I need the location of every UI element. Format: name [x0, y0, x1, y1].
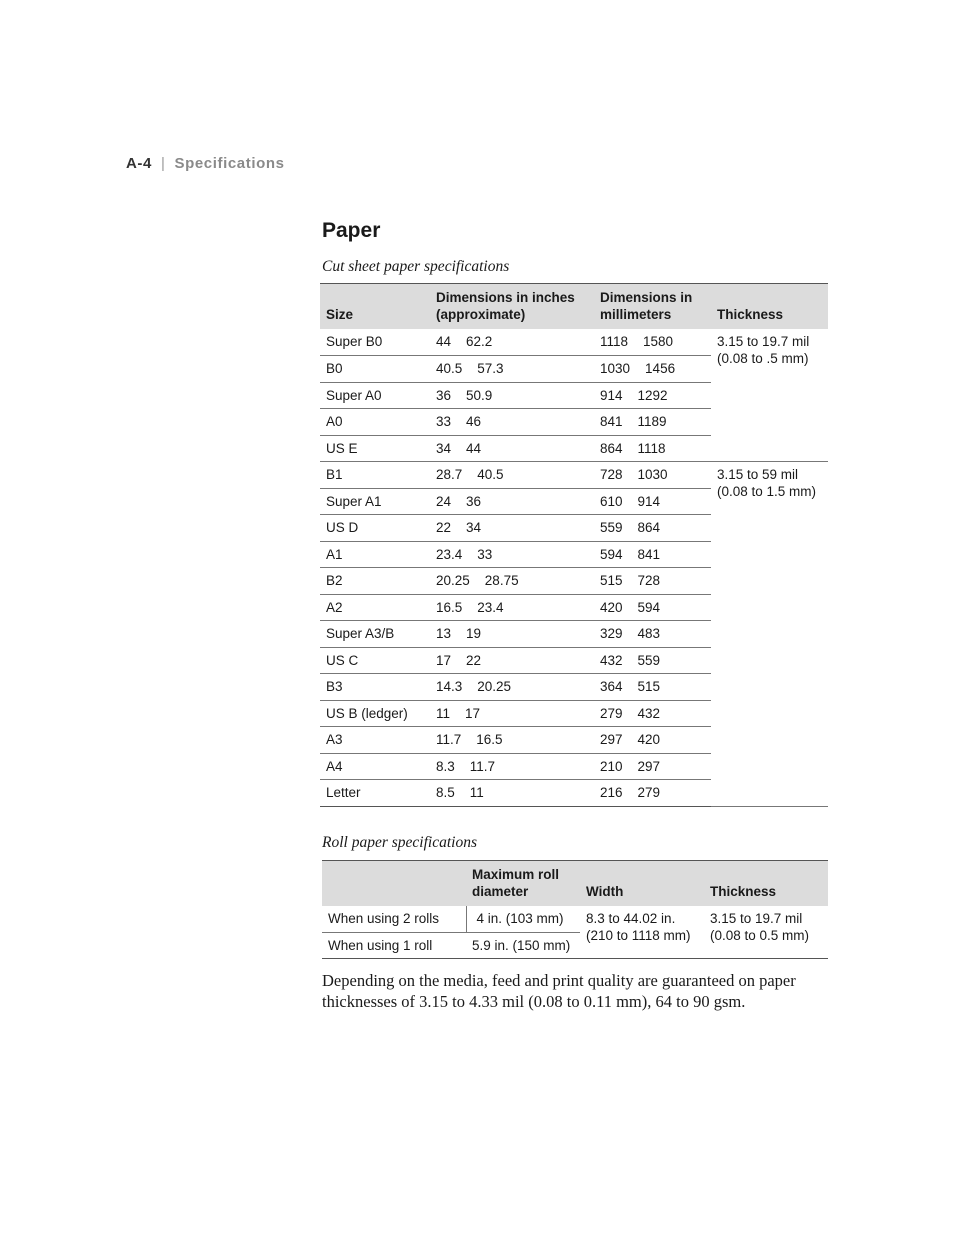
size-cell: A3 [320, 727, 430, 754]
mm-width: 297 [600, 732, 623, 747]
inches-width: 34 [436, 440, 452, 456]
size-cell: US B (ledger) [320, 700, 430, 727]
inches-height: 34 [466, 520, 482, 535]
mm-cell [594, 700, 711, 727]
inches-width: 8.5 [436, 785, 455, 800]
mm-height: 559 [637, 652, 661, 668]
inches-cell [430, 382, 594, 409]
inches-width: 33 [436, 414, 452, 429]
quality-note-paragraph: Depending on the media, feed and print quality are guaranteed on paper thicknesses of 3.15 to 4.33 mil (0.08 to 0.11 mm), 64 to 90 gsm. [322, 971, 796, 1011]
inches-height: 44 [466, 440, 482, 456]
inches-height: 50.9 [466, 387, 493, 403]
inches-cell [430, 409, 594, 436]
thickness-cell [711, 462, 828, 807]
inches-width: 22 [436, 520, 452, 535]
roll-width-line2: (210 to 1118 mm) [586, 928, 691, 943]
roll-header-thickness: Thickness [704, 861, 828, 907]
size-cell: Super A0 [320, 382, 430, 409]
size-cell: US C [320, 647, 430, 674]
mm-cell [594, 541, 711, 568]
mm-height: 1189 [637, 414, 667, 429]
inches-height: 23.4 [477, 599, 504, 615]
thickness-cell [711, 329, 828, 462]
running-header [126, 155, 285, 172]
mm-cell [594, 409, 711, 436]
mm-width: 728 [600, 467, 623, 482]
inches-cell [430, 488, 594, 515]
inches-width: 24 [436, 493, 452, 509]
inches-height: 19 [466, 626, 482, 641]
mm-width: 364 [600, 679, 623, 694]
inches-cell [430, 727, 594, 754]
inches-cell [430, 700, 594, 727]
mm-cell [594, 568, 711, 595]
header-separator: | [160, 155, 166, 172]
inches-width: 23.4 [436, 546, 463, 562]
roll-row-label: When using 2 rolls [322, 906, 466, 932]
thickness-line2: (0.08 to .5 mm) [717, 351, 809, 366]
inches-width: 44 [436, 334, 452, 349]
table-row [320, 329, 828, 356]
inches-width: 14.3 [436, 679, 463, 694]
page-title: Paper [322, 219, 381, 242]
size-cell: US E [320, 435, 430, 462]
mm-cell [594, 488, 711, 515]
roll-row-diameter: 5.9 in. (150 mm) [466, 932, 580, 958]
size-cell: B1 [320, 462, 430, 489]
inches-height: 28.75 [484, 573, 519, 588]
mm-height: 728 [637, 573, 661, 588]
mm-width: 1030 [600, 361, 631, 376]
mm-width: 1118 [600, 334, 629, 349]
mm-width: 610 [600, 493, 623, 509]
table-row [320, 462, 828, 489]
inches-height: 20.25 [477, 679, 512, 694]
mm-cell [594, 462, 711, 489]
mm-width: 864 [600, 440, 623, 456]
inches-height: 22 [466, 652, 482, 668]
inches-height: 36 [466, 493, 482, 509]
thickness-line2: (0.08 to 1.5 mm) [717, 484, 817, 499]
inches-width: 16.5 [436, 599, 463, 615]
section-name: Specifications [174, 155, 285, 172]
size-cell: A2 [320, 594, 430, 621]
mm-cell [594, 674, 711, 701]
mm-height: 420 [637, 732, 661, 747]
thickness-line1: 3.15 to 19.7 mil [717, 334, 810, 349]
inches-height: 46 [466, 414, 482, 429]
header-thickness: Thickness [711, 284, 828, 330]
mm-width: 594 [600, 546, 623, 562]
size-cell: Super A3/B [320, 621, 430, 648]
mm-height: 279 [637, 785, 661, 800]
roll-header-blank [322, 861, 466, 907]
inches-width: 20.25 [436, 573, 470, 588]
roll-header-width: Width [580, 861, 704, 907]
roll-row [322, 906, 828, 932]
mm-height: 432 [637, 705, 661, 721]
roll-header-diameter: Maximum roll diameter [466, 861, 580, 907]
cut-sheet-caption: Cut sheet paper specifications [322, 258, 510, 275]
inches-width: 11.7 [436, 732, 462, 747]
mm-cell [594, 356, 711, 383]
roll-thickness-line1: 3.15 to 19.7 mil [710, 911, 803, 926]
inches-cell [430, 435, 594, 462]
mm-width: 841 [600, 414, 623, 429]
inches-height: 57.3 [477, 361, 504, 376]
mm-cell [594, 329, 711, 356]
mm-height: 1118 [637, 440, 666, 456]
inches-height: 11 [469, 785, 484, 800]
inches-height: 16.5 [476, 732, 503, 747]
size-cell: A4 [320, 753, 430, 780]
mm-cell [594, 621, 711, 648]
header-inches: Dimensions in inches (approximate) [430, 284, 594, 330]
inches-cell [430, 594, 594, 621]
mm-width: 210 [600, 758, 623, 774]
mm-cell [594, 382, 711, 409]
mm-width: 515 [600, 573, 623, 588]
size-cell: Super A1 [320, 488, 430, 515]
thickness-line1: 3.15 to 59 mil [717, 467, 799, 482]
mm-cell [594, 435, 711, 462]
header-size: Size [320, 284, 430, 330]
cut-sheet-table [320, 283, 828, 807]
inches-cell [430, 647, 594, 674]
mm-height: 515 [637, 679, 661, 694]
inches-height: 11.7 [469, 758, 496, 774]
inches-cell [430, 356, 594, 383]
mm-height: 1030 [637, 467, 668, 482]
size-cell: Super B0 [320, 329, 430, 356]
inches-cell [430, 515, 594, 542]
inches-cell [430, 621, 594, 648]
inches-width: 28.7 [436, 467, 463, 482]
inches-cell [430, 753, 594, 780]
mm-width: 329 [600, 626, 623, 641]
inches-width: 17 [436, 652, 452, 668]
mm-cell [594, 594, 711, 621]
inches-height: 17 [465, 705, 481, 721]
mm-width: 420 [600, 599, 623, 615]
mm-cell [594, 780, 711, 807]
mm-height: 297 [637, 758, 661, 774]
roll-caption: Roll paper specifications [322, 834, 477, 851]
roll-thickness-cell [704, 906, 828, 958]
inches-width: 8.3 [436, 758, 455, 774]
inches-width: 13 [436, 626, 452, 641]
mm-height: 841 [637, 546, 661, 562]
mm-width: 914 [600, 387, 623, 403]
roll-header-row [322, 861, 828, 907]
size-cell: A0 [320, 409, 430, 436]
size-cell: A1 [320, 541, 430, 568]
mm-width: 279 [600, 705, 623, 721]
inches-cell [430, 462, 594, 489]
roll-thickness-line2: (0.08 to 0.5 mm) [710, 928, 810, 943]
size-cell: Letter [320, 780, 430, 807]
mm-width: 216 [600, 785, 623, 800]
size-cell: B3 [320, 674, 430, 701]
mm-cell [594, 647, 711, 674]
mm-width: 559 [600, 520, 623, 535]
mm-cell [594, 727, 711, 754]
inches-cell [430, 541, 594, 568]
roll-row-label: When using 1 roll [322, 932, 466, 958]
mm-height: 914 [637, 493, 661, 509]
roll-width-cell [580, 906, 704, 958]
inches-width: 40.5 [436, 361, 463, 376]
inches-height: 40.5 [477, 467, 504, 482]
mm-height: 1580 [643, 334, 674, 349]
inches-height: 33 [477, 546, 493, 562]
inches-height: 62.2 [466, 334, 493, 349]
size-cell: US D [320, 515, 430, 542]
roll-row-diameter: 4 in. (103 mm) [466, 906, 580, 932]
inches-cell [430, 674, 594, 701]
roll-width-line1: 8.3 to 44.02 in. [586, 911, 676, 926]
mm-cell [594, 515, 711, 542]
inches-width: 36 [436, 387, 452, 403]
mm-height: 594 [637, 599, 661, 615]
roll-paper-table [322, 860, 828, 959]
mm-cell [594, 753, 711, 780]
mm-width: 432 [600, 652, 623, 668]
mm-height: 1292 [637, 387, 668, 403]
inches-cell [430, 780, 594, 807]
inches-cell [430, 568, 594, 595]
size-cell: B2 [320, 568, 430, 595]
header-mm: Dimensions in millimeters [594, 284, 711, 330]
mm-height: 483 [637, 626, 661, 641]
page-number: A-4 [126, 155, 152, 172]
mm-height: 864 [637, 520, 661, 535]
cut-sheet-header-row [320, 284, 828, 330]
size-cell: B0 [320, 356, 430, 383]
inches-cell [430, 329, 594, 356]
mm-height: 1456 [645, 361, 676, 376]
inches-width: 11 [436, 705, 451, 721]
